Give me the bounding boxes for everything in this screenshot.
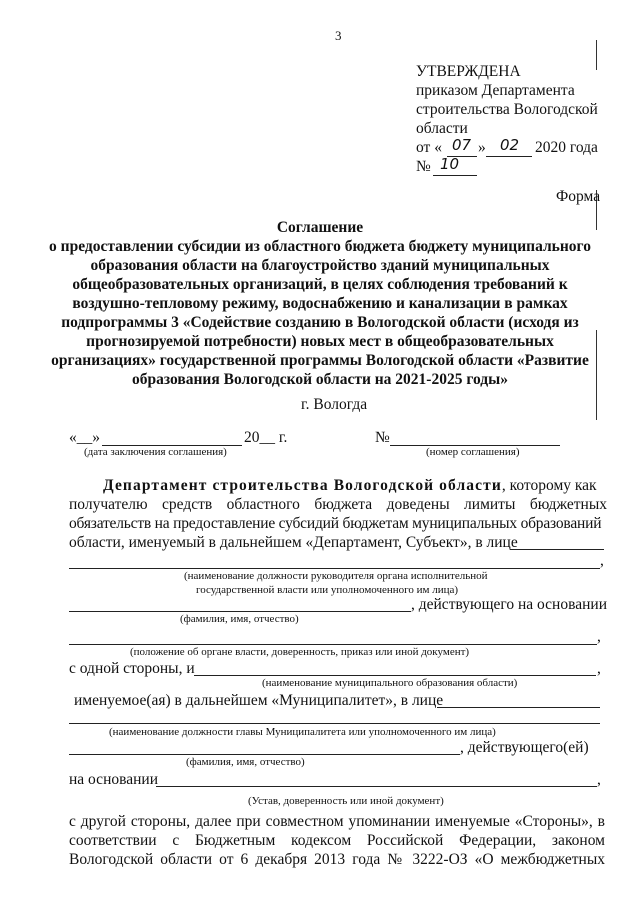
para1-line1 — [103, 477, 597, 495]
approval-no-prefix: № — [416, 158, 431, 175]
title-line: о предоставлении субсидии из областного бюджета бюджету муниципального — [49, 238, 591, 255]
margin-line — [596, 40, 597, 70]
title-line: организациях» государственной программы Вологодской области «Развитие — [51, 352, 589, 369]
para-last-line2: соответствии с Бюджетным кодексом Российской Федерации, законом — [69, 832, 605, 849]
approval-title: УТВЕРЖДЕНА — [416, 63, 521, 80]
para1-line2: получателю средств областного бюджета доведены лимиты бюджетных — [69, 496, 607, 513]
approval-date-prefix: от « — [416, 139, 442, 156]
para-last-line3: Вологодской области от 6 декабря 2013 года № 3222-ОЗ «О межбюджетных — [69, 851, 605, 868]
caption-basis-2: (Устав, доверенность или иной документ) — [248, 795, 444, 807]
basis-line-2 — [156, 786, 597, 787]
approval-date-mid: » — [478, 139, 486, 156]
agreement-heading: Соглашение — [276, 219, 364, 236]
date-year: 20__ г. — [244, 429, 288, 446]
para1-line3: обязательств на предоставление субсидий бюджетам муниципальных образований — [69, 515, 602, 532]
caption-head: (наименование должности главы Муниципалитета или уполномоченного им лица) — [109, 726, 496, 738]
comma: , — [597, 660, 601, 677]
head-line-b — [69, 723, 600, 724]
representative-line-a — [510, 549, 604, 550]
title-line: общеобразовательных организаций, в целях соблюдения требований к — [72, 276, 568, 293]
approval-month: 02 — [500, 136, 520, 154]
basis-line-1 — [69, 644, 597, 645]
form-label: Форма — [556, 188, 601, 205]
date-day-field: «__» — [69, 429, 100, 446]
caption-position-1: (наименование должности руководителя органа исполнительной — [184, 570, 488, 582]
city: г. Вологда — [301, 396, 368, 413]
title-line: воздушно-тепловому режиму, водоснабжению и канализации в рамках — [72, 295, 568, 312]
caption-basis-1: (положение об органе власти, доверенность, приказ или иной документ) — [130, 646, 470, 658]
para-last-line1: с другой стороны, далее при совместном упоминании именуемые «Стороны», в — [69, 813, 605, 830]
head-line-a — [437, 707, 600, 708]
one-side-text: с одной стороны, и — [69, 660, 195, 677]
named-municipality: именуемое(ая) в дальнейшем «Муниципалитет», в лице — [74, 692, 444, 709]
caption-fio-1: (фамилия, имя, отчество) — [180, 613, 299, 625]
on-basis: на основании — [69, 771, 158, 788]
para1-line4: области, именуемый в дальнейшем «Департамент, Субъект», в лице — [69, 534, 518, 551]
position-line — [69, 568, 600, 569]
acting-basis: , действующего на основании — [411, 596, 607, 613]
para1-rest: , которому как — [501, 477, 597, 494]
caption-fio-2: (фамилия, имя, отчество) — [186, 756, 305, 768]
municipality-line — [194, 675, 596, 676]
acting-their: , действующего(ей) — [460, 739, 589, 756]
approval-date-suffix: 2020 года — [535, 139, 598, 156]
title-line: образования Вологодской области на 2021-2025 годы» — [131, 371, 508, 388]
date-caption: (дата заключения соглашения) — [84, 446, 227, 458]
caption-municipality: (наименование муниципального образования области) — [262, 677, 518, 689]
comma: , — [597, 628, 601, 645]
number-caption: (номер соглашения) — [426, 446, 520, 458]
approval-number: 10 — [440, 155, 460, 173]
comma: , — [600, 552, 604, 569]
approval-line: строительства Вологодской — [416, 101, 598, 118]
department-name: Департамент строительства Вологодской области — [103, 477, 502, 494]
title-line: подпрограммы 3 «Содействие созданию в Вологодской области (исходя из — [61, 314, 579, 331]
title-line: образования области на благоустройство зданий муниципальных — [90, 257, 550, 274]
page-number: 3 — [335, 28, 342, 43]
fill-line — [433, 175, 477, 176]
fio-line-1 — [69, 611, 411, 612]
comma: , — [597, 771, 601, 788]
fio-line-2 — [69, 754, 460, 755]
caption-position-2: государственной власти или уполномоченного им лица) — [196, 584, 459, 596]
approval-line: области — [416, 120, 468, 137]
approval-line: приказом Департамента — [416, 82, 575, 99]
title-line: прогнозируемой потребности) новых мест в общеобразовательных — [86, 333, 554, 350]
fill-line — [486, 156, 532, 157]
number-sign: № — [375, 429, 390, 446]
approval-day: 07 — [452, 136, 472, 154]
